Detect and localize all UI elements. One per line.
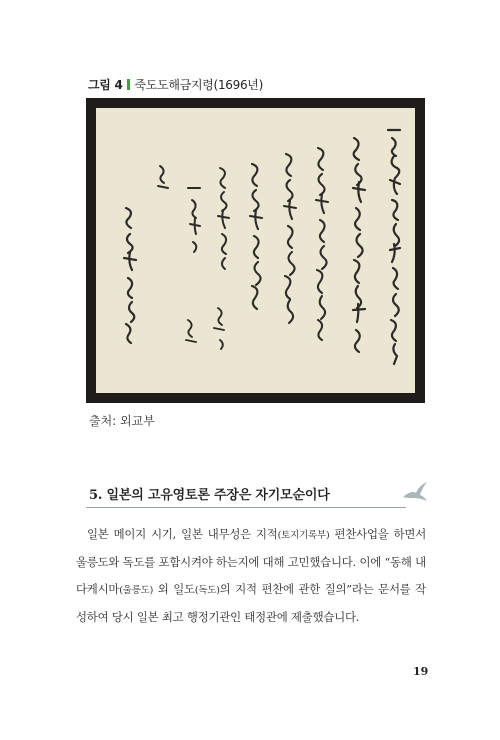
accent-bar [127, 79, 130, 90]
page-number: 19 [413, 665, 429, 678]
body-note-2: (울릉도) [119, 585, 154, 596]
figure-label: 그림 4 [88, 78, 123, 92]
calligraphy-drawing [96, 108, 415, 393]
section-heading: 5. 일본의 고유영토론 주장은 자기모순이다 [89, 488, 330, 503]
figure-caption [88, 76, 263, 93]
figure-frame [86, 98, 425, 403]
body-text-2: 편찬사업을 하면서 울릉도와 독도를 포함시켜야 하는지에 대해 고민했습니다. 이에 “동해 내 다케시마 [76, 527, 426, 596]
figure-source: 출처: 외교부 [89, 414, 155, 428]
heading-divider [86, 507, 406, 508]
body-text-3: 외 일도 [153, 582, 195, 596]
body-note-3: (독도) [194, 585, 220, 596]
body-text-1: 일본 메이지 시기, 일본 내무성은 지적 [87, 527, 278, 541]
figure-title: 죽도도해금지령(1696년) [134, 78, 263, 92]
historical-document-image [96, 108, 415, 393]
body-note-1: (토지기록부) [277, 530, 330, 541]
body-paragraph [76, 521, 426, 631]
flying-bird-icon [401, 480, 429, 504]
body-text-4: 의 지적 편찬에 관한 질의”라는 문서를 작성하여 당시 일본 최고 행정기관인 태정관에 제출했습니다. [76, 582, 426, 624]
